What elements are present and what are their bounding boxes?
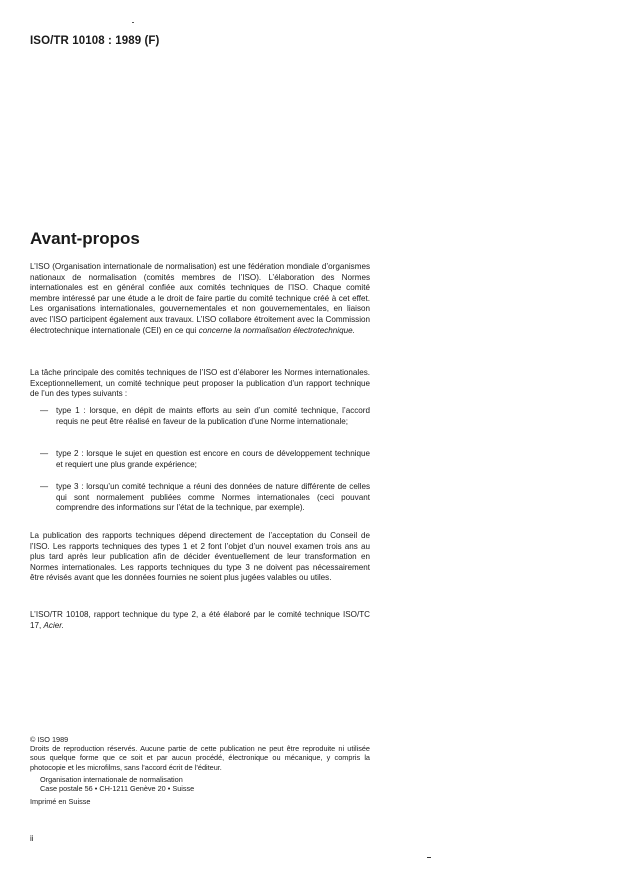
scan-mark — [132, 22, 134, 23]
list-item-text: type 1 : lorsque, en dépit de maints efforts au sein d’un comité technique, l’accord requis ne peut être réalisé en faveur de la publication d’une Norme internationale; — [56, 406, 370, 426]
copyright-notice: © ISO 1989 — [30, 735, 69, 744]
list-dash: — — [40, 406, 49, 415]
section-title: Avant-propos — [30, 229, 140, 248]
rights-statement: Droits de reproduction réservés. Aucune partie de cette publication ne peut être reproduite ni utilisée sous quelque forme que ce soit et par aucun procédé, électronique ou mécanique, y compris la photocopie et les microfilms, sans l’accord écrit de l’éditeur. — [30, 744, 370, 772]
paragraph-italic-text: concerne la normalisation électrotechnique. — [198, 325, 355, 335]
foreword-paragraph-4 — [30, 610, 370, 631]
committee-name: Acier. — [43, 620, 64, 630]
list-dash: — — [40, 482, 49, 491]
publisher-address — [40, 775, 370, 794]
page-number: ii — [30, 834, 34, 843]
foreword-paragraph-3: La publication des rapports techniques dépend directement de l’acceptation du Conseil de l’ISO. Les rapports techniques des types 1 et 2 font l’objet d’un nouvel examen trois ans au plus tard après leur publication afin de décider éventuellement de leur transformation en Normes internationales. Les rapports techniques du type 3 ne doivent pas nécessairement être révisés avant que les données fournies ne soient plus jugées valables ou utiles. — [30, 531, 370, 583]
scan-mark — [427, 857, 431, 858]
document-identifier: ISO/TR 10108 : 1989 (F) — [30, 35, 160, 47]
list-item — [40, 449, 370, 470]
postal-address: Case postale 56 • CH-1211 Genève 20 • Suisse — [40, 784, 195, 794]
list-dash: — — [40, 449, 49, 458]
foreword-paragraph-1 — [30, 262, 370, 336]
list-item — [40, 406, 370, 427]
list-item-text: type 3 : lorsqu’un comité technique a réuni des données de nature différente de celles qui sont normalement publiées comme Normes internationales (ceci pouvant comprendre des informations sur l’état de la technique, par exemple). — [56, 482, 370, 513]
list-item-text: type 2 : lorsque le sujet en question est encore en cours de développement technique et requiert une plus grande expérience; — [56, 449, 370, 469]
printed-in: Imprimé en Suisse — [30, 797, 91, 806]
list-item — [40, 482, 370, 514]
organisation-name: Organisation internationale de normalisation — [40, 775, 183, 784]
paragraph-text: L’ISO/TR 10108, rapport technique du type 2, a été élaboré par le comité technique ISO/TC 17, — [30, 610, 370, 630]
paragraph-text: L’ISO (Organisation internationale de normalisation) est une fédération mondiale d’organismes nationaux de normalisation (comités membres de l’ISO). L’élaboration des Normes internationales est en général confiée aux comités techniques de l’ISO. Chaque comité membre intéressé par une étude a le droit de faire partie du comité technique créé à cet effet. Les organisations internationales, gouvernementales et non gouvernementales, en liaison avec l’ISO participent également aux travaux. L’ISO collabore étroitement avec la Commission électrotechnique internationale (CEI) en ce qui — [30, 262, 370, 335]
foreword-paragraph-2: La tâche principale des comités techniques de l’ISO est d’élaborer les Normes internationales. Exceptionnellement, un comité technique peut proposer la publication d’un rapport technique de l’un des types suivants : — [30, 368, 370, 399]
